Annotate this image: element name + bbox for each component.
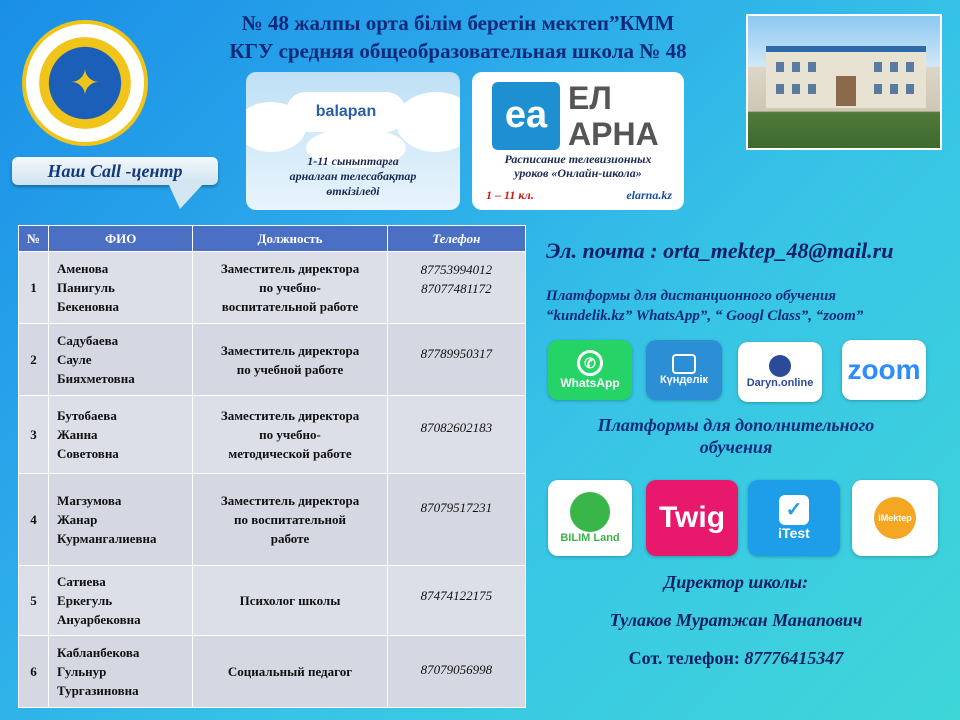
row-fio: Садубаева Сауле Бияхметовна	[49, 324, 193, 396]
kundelik-label: Күнделік	[659, 374, 709, 386]
itest-label: iTest	[778, 525, 810, 541]
row-position: Заместитель директора по учебной работе	[193, 324, 387, 396]
school-photo	[746, 14, 942, 150]
row-fio: Кабланбекова Гульнур Тургазиновна	[49, 636, 193, 708]
zoom-tile[interactable]	[842, 340, 926, 400]
bilimland-tile[interactable]	[548, 480, 632, 556]
row-number: 5	[19, 566, 49, 636]
call-center-banner: Наш Call -центр	[12, 157, 218, 185]
balapan-text: 1-11 сыныптарға арналған телесабақтар өткізіледі	[289, 154, 417, 198]
whatsapp-label: WhatsApp	[560, 376, 620, 390]
emblem-icon: ✦	[39, 37, 131, 129]
whatsapp-icon: ✆	[577, 350, 603, 376]
elarna-footer	[486, 188, 672, 203]
director-phone-number[interactable]: 87776415347	[744, 648, 844, 668]
row-position: Заместитель директора по учебно- методической работе	[193, 396, 387, 474]
row-position: Социальный педагог	[193, 636, 387, 708]
elarna-name: ЕЛ АРНА	[568, 80, 659, 152]
row-number: 1	[19, 252, 49, 324]
contacts-table	[18, 225, 526, 708]
itest-tile[interactable]	[748, 480, 840, 556]
table-header-row	[19, 226, 526, 252]
director-name: Тулаков Муратжан Манапович	[609, 610, 863, 630]
checkmark-icon: ✓	[779, 495, 809, 525]
title-line-2: КГУ средняя общеобразовательная школа № 48	[229, 39, 687, 63]
row-phone: 87789950317	[387, 324, 525, 396]
elarna-site-link[interactable]: elarna.kz	[626, 188, 672, 202]
row-number: 2	[19, 324, 49, 396]
kundelik-icon	[672, 354, 696, 374]
daryn-online-label: Daryn.online	[746, 377, 814, 389]
kundelik-tile[interactable]	[646, 340, 722, 400]
elarna-card	[472, 72, 684, 210]
row-phone: 87082602183	[387, 396, 525, 474]
elarna-grades: 1 – 11 кл.	[486, 188, 534, 202]
col-header-num: №	[19, 226, 49, 252]
row-position: Заместитель директора по воспитательной работе	[193, 474, 387, 566]
row-fio: Сатиева Еркегуль Ануарбековна	[49, 566, 193, 636]
extra-platforms-heading: Платформы для дополнительного обучения	[597, 415, 875, 457]
table-row	[19, 252, 526, 324]
row-fio: Магзумова Жанар Курмангалиевна	[49, 474, 193, 566]
table-row	[19, 636, 526, 708]
table-row	[19, 396, 526, 474]
distance-platforms-heading: Платформы для дистанционного обучения “kundelik.kz” WhatsApp”, “ Googl Class”, “zoom”	[546, 288, 864, 324]
row-fio: Аменова Панигуль Бекеновна	[49, 252, 193, 324]
twig-label: Twig	[658, 501, 726, 534]
daryn-online-icon	[769, 355, 791, 377]
elarna-logo-icon: ea	[492, 82, 560, 150]
callout-pointer	[168, 183, 204, 209]
table-row	[19, 324, 526, 396]
row-phone: 87079056998	[387, 636, 525, 708]
director-phone	[546, 648, 926, 669]
table-row	[19, 474, 526, 566]
email-address[interactable]: Эл. почта : orta_mektep_48@mail.ru	[546, 238, 894, 263]
col-header-position: Должность	[193, 226, 387, 252]
imektep-icon: iMektep	[874, 497, 916, 539]
row-fio: Бутобаева Жанна Советовна	[49, 396, 193, 474]
balapan-logo: balapan	[286, 92, 406, 132]
row-phone: 87079517231	[387, 474, 525, 566]
daryn-online-tile[interactable]	[738, 342, 822, 402]
director-phone-label: Сот. телефон:	[628, 648, 740, 668]
row-phone: 87474122175	[387, 566, 525, 636]
row-number: 4	[19, 474, 49, 566]
balapan-card	[246, 72, 460, 210]
director-label: Директор школы:	[663, 572, 809, 592]
bilimland-icon	[570, 492, 610, 532]
row-phone: 87753994012 87077481172	[387, 252, 525, 324]
bilimland-label: BILIM Land	[560, 532, 620, 544]
zoom-label: zoom	[847, 354, 921, 385]
row-number: 3	[19, 396, 49, 474]
col-header-phone: Телефон	[387, 226, 525, 252]
twig-tile[interactable]	[646, 480, 738, 556]
imektep-tile[interactable]	[852, 480, 938, 556]
table-row	[19, 566, 526, 636]
row-number: 6	[19, 636, 49, 708]
school-logo	[22, 20, 148, 146]
building-icon	[766, 46, 926, 108]
title-line-1: № 48 жалпы орта білім беретін мектеп”КММ	[241, 11, 675, 35]
whatsapp-tile[interactable]	[548, 340, 632, 400]
col-header-fio: ФИО	[49, 226, 193, 252]
row-position: Заместитель директора по учебно- воспитательной работе	[193, 252, 387, 324]
elarna-text: Расписание телевизионных уроков «Онлайн-школа»	[504, 152, 652, 180]
row-position: Психолог школы	[193, 566, 387, 636]
